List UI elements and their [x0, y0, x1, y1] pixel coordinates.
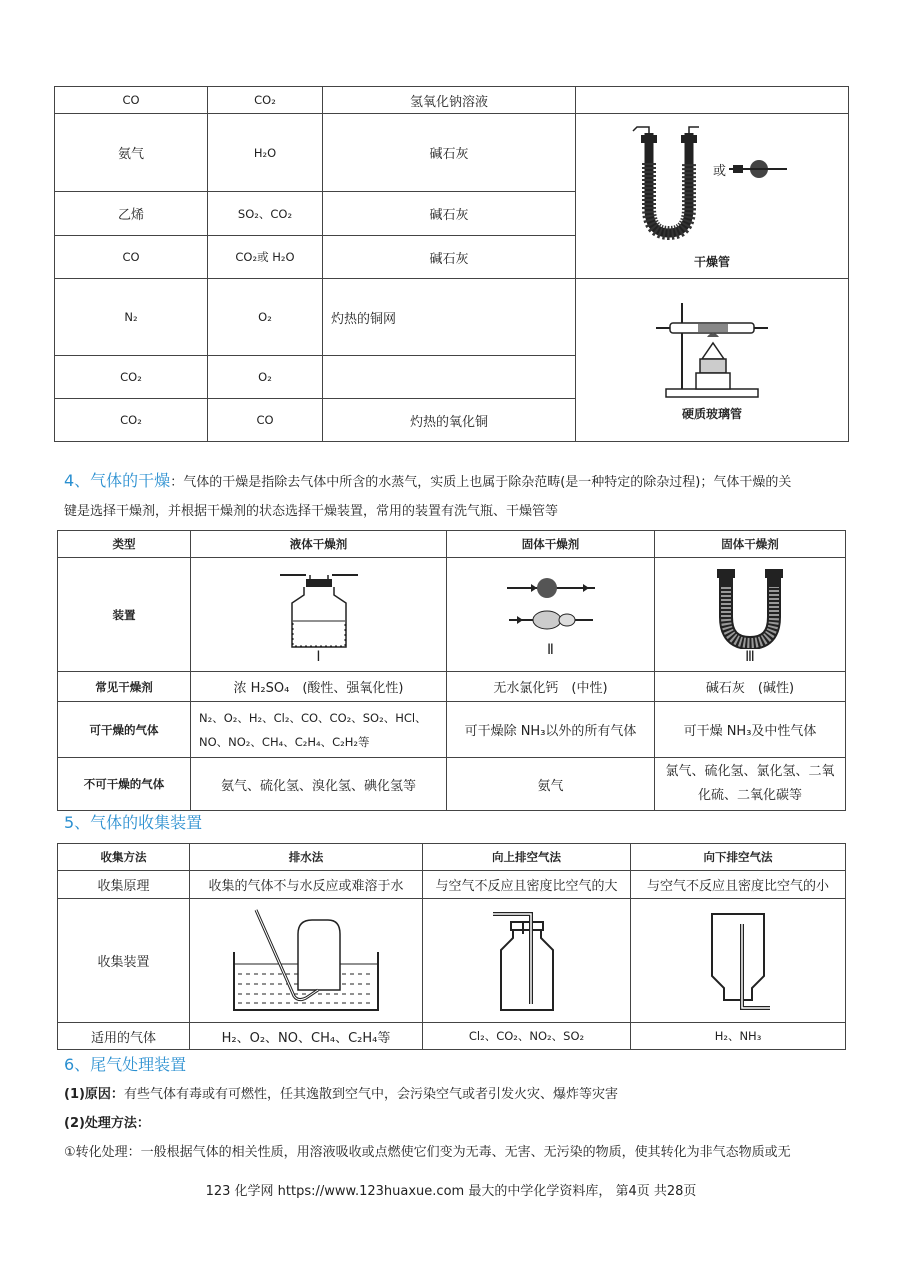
downward-air-cell — [631, 899, 846, 1023]
not-lime-cell — [655, 758, 846, 811]
col-header: 类型 — [58, 531, 191, 558]
row-label: 收集装置 — [58, 899, 190, 1023]
empty-cell — [576, 87, 849, 114]
col-header: 固体干燥剂 — [655, 531, 846, 558]
table-row — [55, 87, 849, 114]
drying-tube-caption: 干燥管 — [693, 254, 730, 269]
wash-bottle-diagram — [274, 565, 364, 649]
dryable-cacl2-cell: 可干燥除 NH₃以外的所有气体 — [447, 702, 655, 758]
gas-cell: CO₂ — [55, 356, 208, 399]
drying-tube-figure-cell — [576, 114, 849, 279]
water-displacement-diagram — [226, 906, 386, 1016]
gas-cell: 氨气 — [55, 114, 208, 192]
common-agent-cell: 碱石灰 (碱性) — [655, 672, 846, 702]
table-row — [55, 279, 849, 356]
col-header: 向上排空气法 — [423, 844, 631, 871]
reason-label: (1)原因： — [64, 1087, 124, 1102]
impurity-cell: O₂ — [208, 279, 323, 356]
suitable-cell: Cl₂、CO₂、NO₂、SO₂ — [423, 1023, 631, 1050]
gas-cell: N₂ — [55, 279, 208, 356]
not-lime-line-2: 化硫、二氧化碳等 — [697, 788, 802, 803]
hard-glass-tube-diagram — [652, 299, 772, 399]
section-6-title: 6、尾气处理装置 — [64, 1055, 187, 1074]
drying-tube-cell — [447, 558, 655, 672]
impurity-cell: H₂O — [208, 114, 323, 192]
u-tube-cell — [655, 558, 846, 672]
reagent-cell: 灼热的铜网 — [323, 279, 576, 356]
table-row — [55, 114, 849, 192]
row-label: 适用的气体 — [58, 1023, 190, 1050]
device-numeral: Ⅰ — [316, 648, 321, 665]
principle-cell: 与空气不反应且密度比空气的小 — [631, 871, 846, 899]
reason-text: 有些气体有毒或有可燃性，任其逸散到空气中，会污染空气或者引发火灾、爆炸等灾害 — [123, 1087, 618, 1102]
device-numeral: Ⅱ — [547, 641, 554, 658]
impurity-cell: SO₂、CO₂ — [208, 192, 323, 236]
drying-tube-diagram — [627, 123, 797, 253]
impurity-cell: CO₂ — [208, 87, 323, 114]
row-label: 常见干燥剂 — [58, 672, 191, 702]
reagent-cell: 氢氧化钠溶液 — [323, 87, 576, 114]
section-5-title: 5、气体的收集装置 — [64, 813, 203, 832]
principle-cell: 收集的气体不与水反应或难溶于水 — [190, 871, 423, 899]
table-row — [58, 672, 846, 702]
impurity-removal-table — [54, 86, 849, 442]
not-lime-line-1: 氯气、硫化氢、氯化氢、二氧 — [665, 764, 835, 779]
row-label: 装置 — [58, 558, 191, 672]
suitable-cell: H₂、O₂、NO、CH₄、C₂H₄等 — [190, 1023, 423, 1050]
dryable-lime-cell: 可干燥 NH₃及中性气体 — [655, 702, 846, 758]
drying-agent-table — [57, 530, 846, 811]
spherical-drying-tube-diagram — [501, 572, 601, 642]
section-4-paragraph — [64, 466, 854, 526]
table-row — [58, 899, 846, 1023]
section-4-text-2: 键是选择干燥剂，并根据干燥剂的状态选择干燥装置，常用的装置有洗气瓶、干燥管等 — [64, 504, 559, 519]
dryable-liquid-line-2: NO、NO₂、CH₄、C₂H₄、C₂H₂等 — [199, 734, 370, 749]
principle-cell: 与空气不反应且密度比空气的大 — [423, 871, 631, 899]
col-header: 固体干燥剂 — [447, 531, 655, 558]
gas-cell: CO₂ — [55, 399, 208, 442]
gas-cell: CO — [55, 87, 208, 114]
device-numeral: Ⅲ — [745, 648, 755, 665]
row-label: 可干燥的气体 — [58, 702, 191, 758]
not-liquid-cell: 氨气、硫化氢、溴化氢、碘化氢等 — [191, 758, 447, 811]
dryable-liquid-cell — [191, 702, 447, 758]
suitable-cell: H₂、NH₃ — [631, 1023, 846, 1050]
reagent-cell: 碱石灰 — [323, 192, 576, 236]
section-4-text-1: ：气体的干燥是指除去气体中所含的水蒸气，实质上也属于除杂范畴(是一种特定的除杂过程)；气体干燥的关 — [170, 475, 792, 490]
upward-air-cell — [423, 899, 631, 1023]
or-label: 或 — [713, 163, 727, 179]
page-footer: 123 化学网 https://www.123huaxue.com 最大的中学化学资料库， 第4页 共28页 — [205, 1184, 697, 1199]
collection-table — [57, 843, 846, 1050]
method-label: (2)处理方法： — [64, 1116, 150, 1131]
section-4-title: 4、气体的干燥 — [64, 471, 171, 490]
table-row — [58, 758, 846, 811]
col-header: 收集方法 — [58, 844, 190, 871]
method1-label: ①转化处理： — [64, 1145, 141, 1160]
reagent-cell: 碱石灰 — [323, 114, 576, 192]
glass-tube-figure-cell — [576, 279, 849, 442]
u-tube-diagram — [710, 565, 790, 649]
table-row — [58, 871, 846, 899]
glass-tube-caption: 硬质玻璃管 — [681, 406, 742, 421]
section-6-paragraph — [64, 1080, 854, 1167]
wash-bottle-cell — [191, 558, 447, 672]
common-agent-cell: 无水氯化钙 (中性) — [447, 672, 655, 702]
not-cacl2-cell: 氨气 — [447, 758, 655, 811]
table-header-row — [58, 531, 846, 558]
table-header-row — [58, 844, 846, 871]
method1-text: 一般根据气体的相关性质，用溶液吸收或点燃使它们变为无毒、无害、无污染的物质，使其转化为非气态物质或无 — [140, 1145, 791, 1160]
table-row — [58, 558, 846, 672]
downward-air-diagram — [698, 906, 778, 1016]
impurity-cell: CO — [208, 399, 323, 442]
table-row — [58, 702, 846, 758]
impurity-cell: O₂ — [208, 356, 323, 399]
col-header: 排水法 — [190, 844, 423, 871]
dryable-liquid-line-1: N₂、O₂、H₂、Cl₂、CO、CO₂、SO₂、HCl、 — [199, 710, 427, 725]
reagent-cell: 灼热的氧化铜 — [323, 399, 576, 442]
upward-air-diagram — [487, 906, 567, 1016]
gas-cell: 乙烯 — [55, 192, 208, 236]
col-header: 液体干燥剂 — [191, 531, 447, 558]
gas-cell: CO — [55, 236, 208, 279]
impurity-cell: CO₂或 H₂O — [208, 236, 323, 279]
common-agent-cell: 浓 H₂SO₄ (酸性、强氧化性) — [191, 672, 447, 702]
row-label: 不可干燥的气体 — [58, 758, 191, 811]
reagent-cell: 碱石灰 — [323, 236, 576, 279]
water-displacement-cell — [190, 899, 423, 1023]
table-row — [58, 1023, 846, 1050]
reagent-cell — [323, 356, 576, 399]
col-header: 向下排空气法 — [631, 844, 846, 871]
row-label: 收集原理 — [58, 871, 190, 899]
